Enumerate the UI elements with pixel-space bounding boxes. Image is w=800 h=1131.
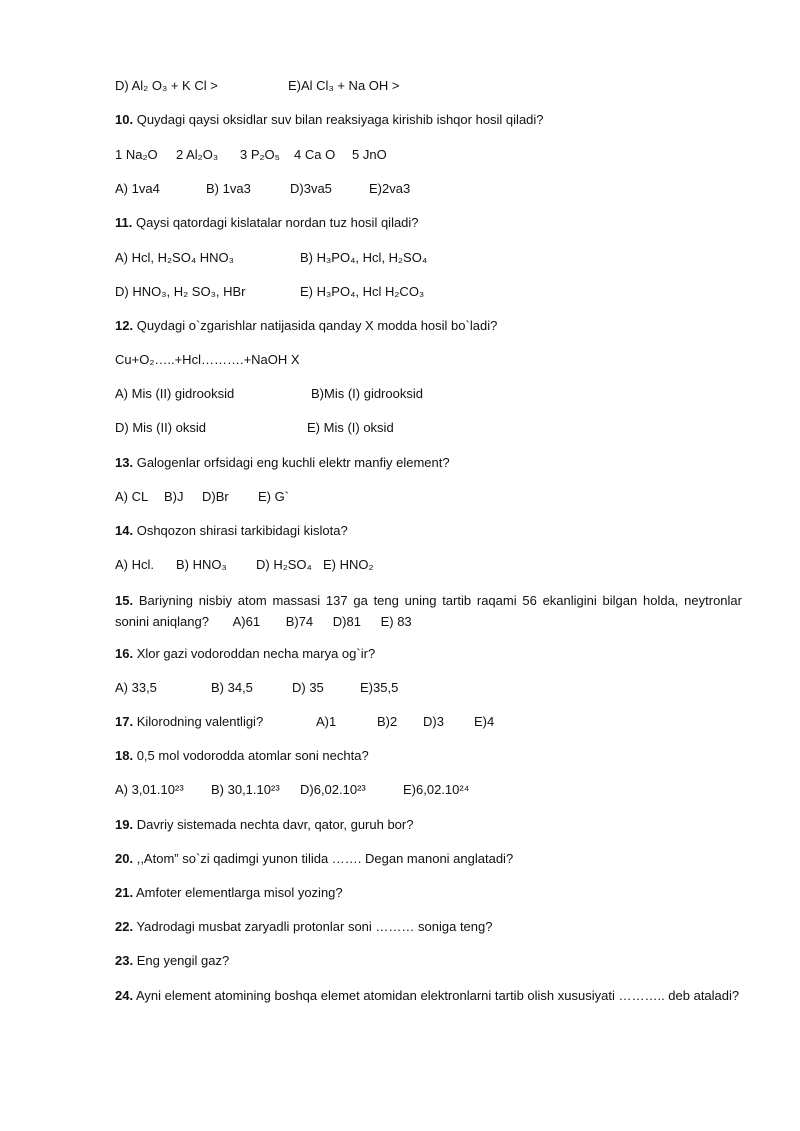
question-13 bbox=[115, 455, 450, 471]
question-number: 13. bbox=[115, 455, 134, 470]
question-number: 19. bbox=[115, 817, 134, 832]
question-22 bbox=[115, 919, 492, 935]
question-number: 12. bbox=[115, 318, 134, 333]
q17-option-e: E)4 bbox=[474, 714, 495, 729]
question-text: Amfoter elementlarga misol yozing? bbox=[135, 885, 343, 900]
question-text: Ayni element atomining boshqa elemet atomidan elektronlarni tartib olish xususiyati ……….. deb ataladi? bbox=[135, 988, 740, 1003]
question-text: Quydagi o`zgarishlar natijasida qanday X modda hosil bo`ladi? bbox=[136, 318, 498, 333]
q17-option-d: D)3 bbox=[423, 714, 444, 729]
q18-option-a: A) 3,01.10²³ bbox=[115, 782, 184, 797]
question-number: 23. bbox=[115, 953, 134, 968]
q16-option-b: B) 34,5 bbox=[211, 680, 253, 695]
question-16 bbox=[115, 646, 375, 662]
question-number: 10. bbox=[115, 112, 134, 127]
q11-option-b: B) H₃PO₄, Hcl, H₂SO₄ bbox=[300, 250, 428, 265]
question-text: Oshqozon shirasi tarkibidagi kislota? bbox=[136, 523, 348, 538]
question-text: Xlor gazi vodoroddan necha marya og`ir? bbox=[136, 646, 376, 661]
q16-option-e: E)35,5 bbox=[360, 680, 399, 695]
question-number: 18. bbox=[115, 748, 134, 763]
question-11 bbox=[115, 215, 419, 231]
question-text: Galogenlar orfsidagi eng kuchli elektr manfiy element? bbox=[136, 455, 450, 470]
q10-option-d: D)3va5 bbox=[290, 181, 332, 196]
question-number: 22. bbox=[115, 919, 134, 934]
q15-option-b: B)74 bbox=[285, 614, 314, 629]
question-text: Yadrodagi musbat zaryadli protonlar soni ……… soniga teng? bbox=[136, 919, 493, 934]
question-17 bbox=[115, 714, 263, 730]
q10-option-b: B) 1va3 bbox=[206, 181, 251, 196]
q18-option-e: E)6,02.10²⁴ bbox=[403, 782, 470, 797]
question-21 bbox=[115, 885, 343, 901]
q13-option-a: A) CL bbox=[115, 489, 149, 504]
question-19 bbox=[115, 817, 413, 833]
q9-option-e: E)Al Cl₃ + Na OH > bbox=[288, 78, 400, 93]
q12-reaction-scheme: Cu+O₂…..+Hcl……….+NaOH X bbox=[115, 352, 300, 367]
question-number: 20. bbox=[115, 851, 134, 866]
question-number: 16. bbox=[115, 646, 134, 661]
q15-option-a: A)61 bbox=[232, 614, 261, 629]
q18-option-d: D)6,02.10²³ bbox=[300, 782, 366, 797]
question-number: 14. bbox=[115, 523, 134, 538]
q16-option-a: A) 33,5 bbox=[115, 680, 157, 695]
question-15 bbox=[115, 590, 742, 632]
q14-option-e: E) HNO₂ bbox=[323, 557, 374, 572]
q14-option-d: D) H₂SO₄ bbox=[256, 557, 312, 572]
question-10 bbox=[115, 112, 544, 128]
q14-option-b: B) HNO₃ bbox=[176, 557, 227, 572]
question-text: ,,Atom” so`zi qadimgi yunon tilida ……. Degan manoni anglatadi? bbox=[136, 851, 514, 866]
question-14 bbox=[115, 523, 348, 539]
q17-option-b: B)2 bbox=[377, 714, 398, 729]
q10-oxide-1: 1 Na₂O bbox=[115, 147, 158, 162]
q17-option-a: A)1 bbox=[316, 714, 337, 729]
q11-option-e: E) H₃PO₄, Hcl H₂CO₃ bbox=[300, 284, 425, 299]
question-number: 24. bbox=[115, 988, 134, 1003]
question-18 bbox=[115, 748, 369, 764]
q18-option-b: B) 30,1.10²³ bbox=[211, 782, 280, 797]
question-text: Davriy sistemada nechta davr, qator, guruh bor? bbox=[136, 817, 414, 832]
q10-oxide-3: 3 P₂O₅ bbox=[240, 147, 280, 162]
question-number: 15. bbox=[115, 593, 134, 608]
q9-option-d: D) Al₂ O₃ + K Cl > bbox=[115, 78, 218, 93]
question-number: 17. bbox=[115, 714, 134, 729]
q10-oxide-5: 5 JnO bbox=[352, 147, 387, 162]
q16-option-d: D) 35 bbox=[292, 680, 324, 695]
question-text: Kilorodning valentligi? bbox=[136, 714, 264, 729]
question-24 bbox=[115, 985, 742, 1006]
q13-option-b: B)J bbox=[164, 489, 184, 504]
question-text: Quydagi qaysi oksidlar suv bilan reaksiyaga kirishib ishqor hosil qiladi? bbox=[136, 112, 544, 127]
q12-option-b: B)Mis (I) gidrooksid bbox=[311, 386, 423, 401]
question-12 bbox=[115, 318, 497, 334]
q15-option-e: E) 83 bbox=[380, 614, 412, 629]
q10-option-e: E)2va3 bbox=[369, 181, 411, 196]
q10-oxide-2: 2 Al₂O₃ bbox=[176, 147, 219, 162]
q13-option-e: E) G` bbox=[258, 489, 290, 504]
question-20 bbox=[115, 851, 513, 867]
q11-option-a: A) Hcl, H₂SO₄ HNO₃ bbox=[115, 250, 234, 265]
q10-oxide-4: 4 Ca O bbox=[294, 147, 336, 162]
question-number: 11. bbox=[115, 215, 133, 230]
question-text: Eng yengil gaz? bbox=[136, 953, 230, 968]
question-text: Qaysi qatordagi kislatalar nordan tuz hosil qiladi? bbox=[135, 215, 419, 230]
q12-option-e: E) Mis (I) oksid bbox=[307, 420, 394, 435]
question-text: Bariyning nisbiy atom massasi 137 ga teng uning tartib raqami 56 ekanligini bilgan holda, neytronlar sonini aniqlang? bbox=[115, 593, 742, 629]
question-23 bbox=[115, 953, 229, 969]
q14-option-a: A) Hcl. bbox=[115, 557, 154, 572]
q11-option-d: D) HNO₃, H₂ SO₃, HBr bbox=[115, 284, 246, 299]
q10-option-a: A) 1va4 bbox=[115, 181, 160, 196]
q12-option-a: A) Mis (II) gidrooksid bbox=[115, 386, 235, 401]
question-number: 21. bbox=[115, 885, 134, 900]
q13-option-d: D)Br bbox=[202, 489, 229, 504]
q15-option-d: D)81 bbox=[332, 614, 361, 629]
question-text: 0,5 mol vodorodda atomlar soni nechta? bbox=[136, 748, 369, 763]
q12-option-d: D) Mis (II) oksid bbox=[115, 420, 206, 435]
